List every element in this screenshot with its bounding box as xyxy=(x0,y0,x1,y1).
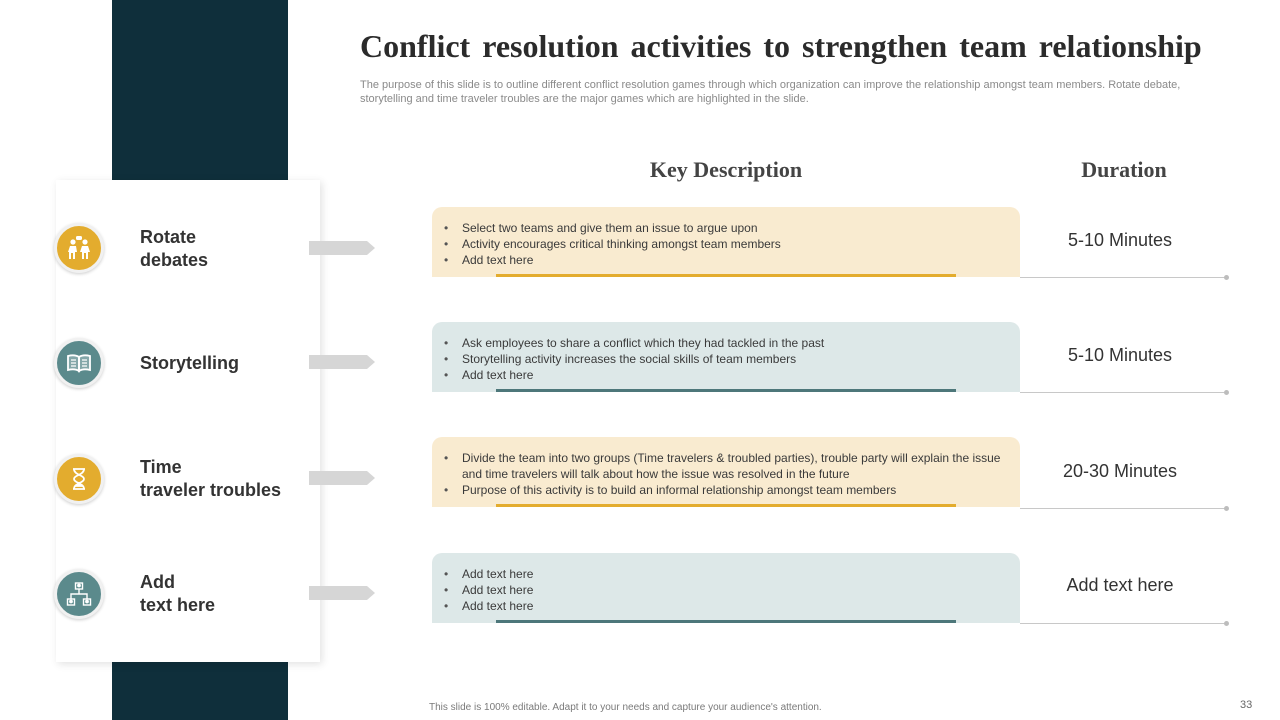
divider-dot xyxy=(1224,275,1229,280)
duration-divider xyxy=(1020,277,1226,278)
duration-rotate-debates: 5-10 Minutes xyxy=(1067,230,1173,250)
arrow-connector xyxy=(309,586,375,600)
key-description-header: Key Description xyxy=(649,157,803,182)
duration-header: Duration xyxy=(1081,157,1167,182)
page-number: 33 xyxy=(1240,699,1253,711)
duration-divider xyxy=(1020,508,1226,509)
bullet-item: • Activity encourages critical thinking amongst team members xyxy=(462,236,1002,252)
bullet-item: • Add text here xyxy=(462,598,1002,614)
bullet-item: • Add text here xyxy=(462,566,1002,582)
bullet-item: • Purpose of this activity is to build an informal relationship amongst team members xyxy=(462,482,1002,498)
org-chart-icon xyxy=(54,569,104,619)
bullet-item: • Select two teams and give them an issue to argue upon xyxy=(462,220,1002,236)
bullet-item: • Ask employees to share a conflict which they had tackled in the past xyxy=(462,335,1002,351)
hourglass-icon xyxy=(54,454,104,504)
bullet-item: • Add text here xyxy=(462,367,1002,383)
box-underline xyxy=(496,620,956,623)
activity-label-rotate-debates: Rotate debates xyxy=(140,227,209,270)
activity-label-time-traveler-troubles: Time traveler troubles xyxy=(140,457,282,500)
bullet-item: • Divide the team into two groups (Time travelers & troubled parties), trouble party will explain the issue and time travelers will talk about how the issue was resolved in the future xyxy=(462,450,1002,482)
duration-divider xyxy=(1020,392,1226,393)
slide-subtitle: The purpose of this slide is to outline different conflict resolution games through which organization can improve the relationship amongst team members. Rotate debate, storytelling and time traveler troubles are the major games which are highlighted in the slide. xyxy=(360,79,1181,105)
description-box-rotate-debates xyxy=(432,207,1020,277)
divider-dot xyxy=(1224,506,1229,511)
arrow-connector xyxy=(309,241,375,255)
duration-divider xyxy=(1020,623,1226,624)
duration-add-text: Add text here xyxy=(1066,575,1174,595)
box-underline xyxy=(496,274,956,277)
arrow-connector xyxy=(309,471,375,485)
open-book-icon xyxy=(54,338,104,388)
people-debate-icon xyxy=(54,223,104,273)
bullet-item: • Storytelling activity increases the social skills of team members xyxy=(462,351,1002,367)
bullet-item: • Add text here xyxy=(462,252,1002,268)
duration-storytelling: 5-10 Minutes xyxy=(1067,345,1173,365)
description-box-time-traveler-troubles xyxy=(432,437,1020,507)
divider-dot xyxy=(1224,390,1229,395)
slide-footer: This slide is 100% editable. Adapt it to your needs and capture your audience's attention. xyxy=(429,702,822,713)
box-underline xyxy=(496,504,956,507)
description-box-storytelling xyxy=(432,322,1020,392)
slide-title: Conflict resolution activities to strengthen team relationship xyxy=(360,28,1202,64)
description-box-add-text xyxy=(432,553,1020,623)
bullet-item: • Add text here xyxy=(462,582,1002,598)
arrow-connector xyxy=(309,355,375,369)
activity-label-add-text: Add text here xyxy=(140,572,216,615)
duration-time-traveler-troubles: 20-30 Minutes xyxy=(1062,461,1178,481)
box-underline xyxy=(496,389,956,392)
activity-label-storytelling: Storytelling xyxy=(140,353,240,373)
divider-dot xyxy=(1224,621,1229,626)
